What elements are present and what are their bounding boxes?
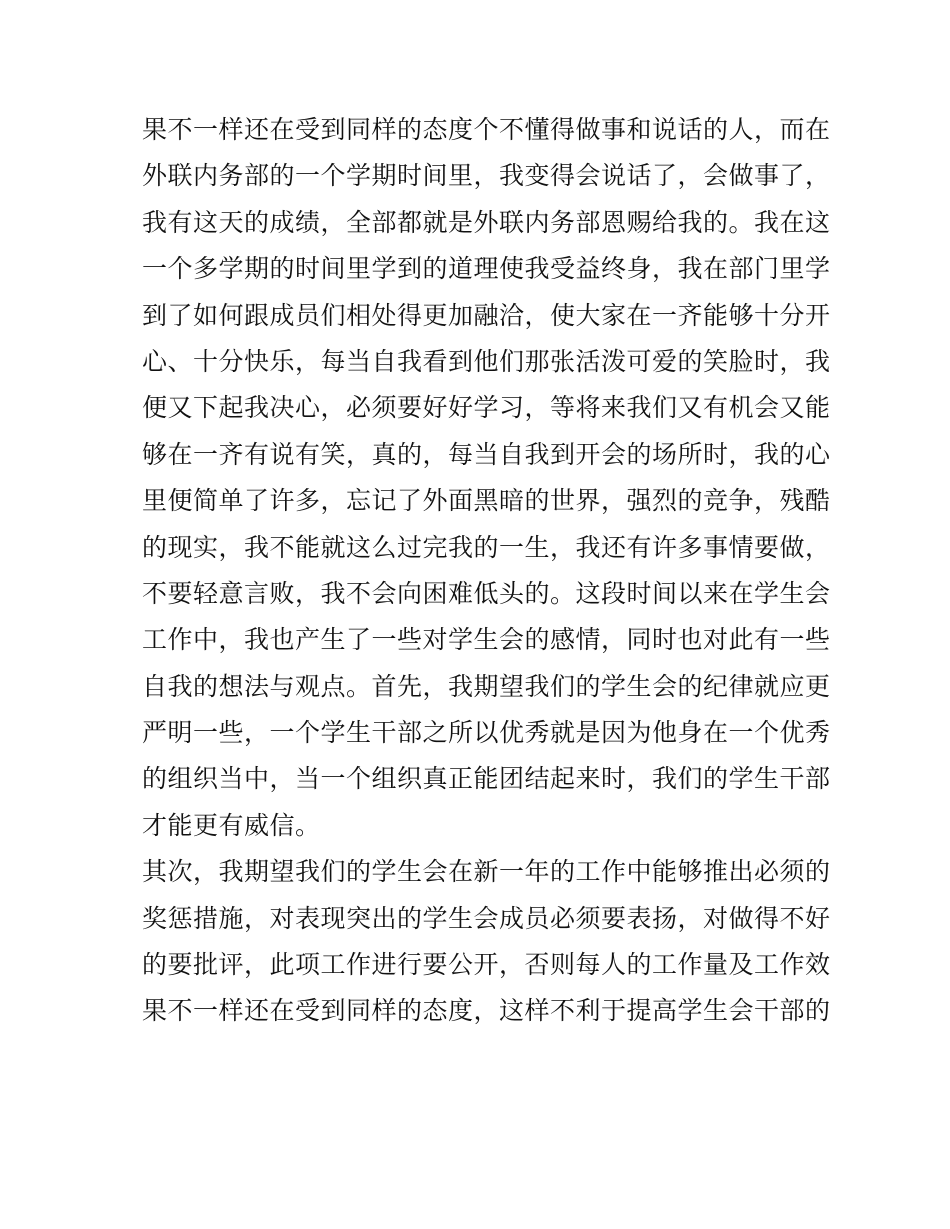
text-line: 到了如何跟成员们相处得更加融洽，使大家在一齐能够十分开 (142, 300, 831, 330)
text-line: 果不一样还在受到同样的态度个不懂得做事和说话的人，而在 (142, 115, 831, 144)
text-line: 果不一样还在受到同样的态度，这样不利于提高学生会干部的 (142, 996, 831, 1026)
text-line: 外联内务部的一个学期时间里，我变得会说话了，会做事了， (142, 161, 831, 191)
text-line: 的组织当中，当一个组织真正能团结起来时，我们的学生干部 (142, 764, 831, 794)
text-line: 我有这天的成绩，全部都就是外联内务部恩赐给我的。我在这 (142, 207, 831, 237)
text-line: 工作中，我也产生了一些对学生会的感情，同时也对此有一些 (142, 625, 831, 655)
text-line: 心、十分快乐，每当自我看到他们那张活泼可爱的笑脸时，我 (142, 346, 831, 376)
text-line: 奖惩措施，对表现突出的学生会成员必须要表扬，对做得不好 (142, 903, 831, 933)
text-line: 不要轻意言败，我不会向困难低头的。这段时间以来在学生会 (142, 578, 831, 608)
text-line: 自我的想法与观点。首先，我期望我们的学生会的纪律就应更 (142, 671, 831, 701)
text-line: 才能更有威信。 (142, 810, 321, 840)
text-line: 便又下起我决心，必须要好好学习，等将来我们又有机会又能 (142, 393, 831, 423)
text-line: 一个多学期的时间里学到的道理使我受益终身，我在部门里学 (142, 254, 831, 284)
text-line: 的要批评，此项工作进行要公开，否则每人的工作量及工作效 (142, 950, 831, 980)
text-line: 够在一齐有说有笑，真的，每当自我到开会的场所时，我的心 (142, 439, 831, 469)
body-text (142, 107, 831, 1035)
text-line: 的现实，我不能就这么过完我的一生，我还有许多事情要做， (142, 532, 831, 562)
text-line: 其次，我期望我们的学生会在新一年的工作中能够推出必须的 (142, 857, 831, 887)
text-line: 里便简单了许多，忘记了外面黑暗的世界，强烈的竞争，残酷 (142, 486, 831, 516)
text-line: 严明一些，一个学生干部之所以优秀就是因为他身在一个优秀 (142, 718, 831, 748)
